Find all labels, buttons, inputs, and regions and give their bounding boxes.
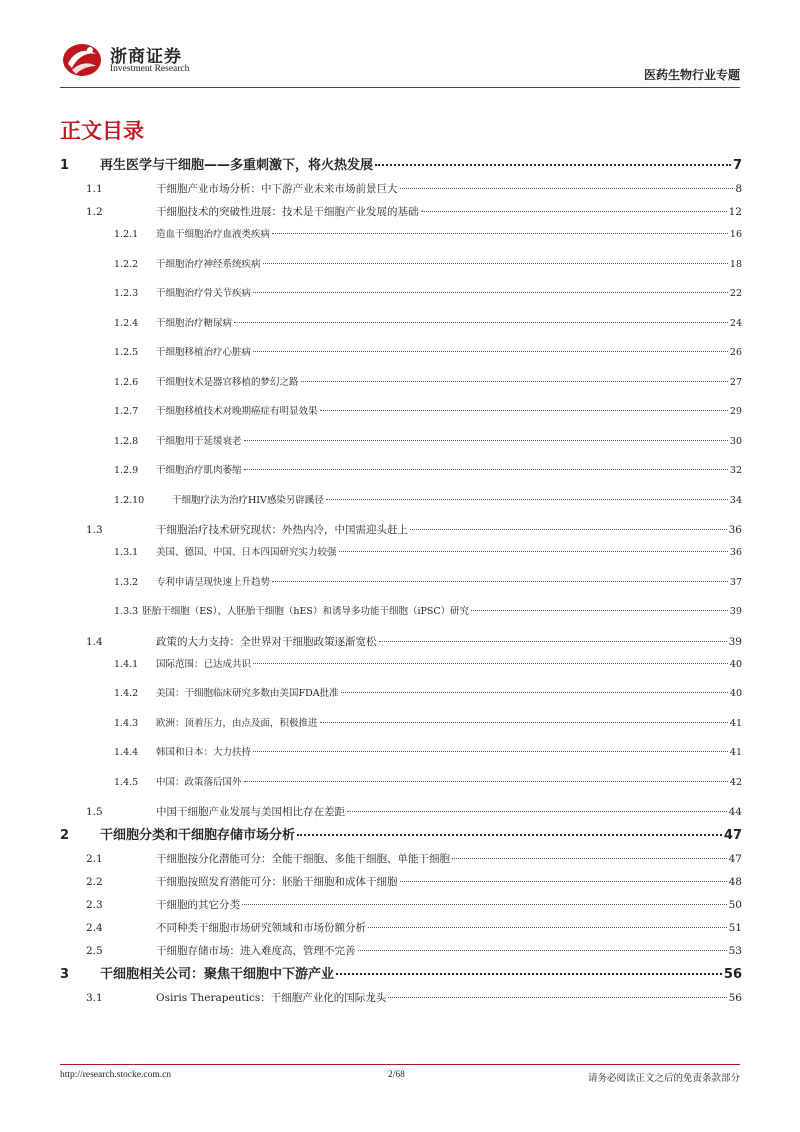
toc-dot-leader	[358, 950, 727, 951]
toc-entry[interactable]	[60, 254, 742, 276]
toc-entry-page: 8	[735, 183, 742, 195]
company-logo-icon	[62, 40, 102, 78]
toc-dot-leader	[421, 211, 727, 212]
toc-dot-leader	[336, 973, 722, 975]
toc-entry-title: 中国干细胞产业发展与美国相比存在差距	[156, 806, 345, 818]
toc-entry-title: 干细胞治疗神经系统疾病	[156, 258, 261, 270]
footer-page-number: 2/68	[388, 1070, 405, 1080]
toc-entry-number: 1.2.2	[114, 258, 139, 270]
toc-entry-number: 1.2.10	[114, 494, 145, 506]
toc-entry-number: 1.1	[86, 183, 103, 195]
toc-entry-title: 干细胞的其它分类	[156, 899, 240, 911]
toc-dot-leader	[234, 322, 728, 323]
toc-entry-number: 1.2.3	[114, 288, 139, 299]
toc-entry-number: 1.2.8	[114, 435, 139, 447]
toc-entry[interactable]	[60, 490, 742, 512]
toc-entry-page: 36	[728, 524, 742, 536]
toc-entry-number: 1.4.4	[114, 747, 139, 758]
toc-entry-page: 16	[729, 229, 742, 240]
toc-dot-leader	[320, 722, 728, 723]
toc-dot-leader	[272, 581, 728, 582]
toc-entry[interactable]	[60, 987, 742, 1009]
toc-entry-title: 干细胞存储市场：进入难度高，管理不完善	[156, 945, 356, 957]
toc-entry-title: 干细胞疗法为治疗HIV感染另辟蹊径	[172, 494, 324, 506]
toc-entry[interactable]	[60, 894, 742, 916]
toc-entry-page: 40	[729, 658, 742, 670]
toc-entry-title: 政策的大力支持：全世界对干细胞政策逐渐宽松	[156, 635, 377, 648]
toc-entry-number: 2	[60, 828, 70, 843]
toc-entry-title: 中国：政策落后国外	[156, 776, 242, 788]
toc-entry-number: 1.3.3	[114, 606, 139, 617]
toc-entry-page: 41	[729, 747, 742, 758]
toc-entry[interactable]	[60, 460, 742, 482]
toc-entry-page: 34	[729, 494, 742, 506]
toc-dot-leader	[244, 781, 728, 782]
toc-entry-title: 美国、德国、中国、日本四国研究实力较强	[156, 547, 337, 558]
toc-entry[interactable]	[60, 848, 742, 870]
footer-disclaimer: 请务必阅读正文之后的免责条款部分	[587, 1073, 740, 1084]
toc-entry-title: 干细胞治疗糖尿病	[156, 317, 233, 329]
toc-entry[interactable]	[60, 871, 742, 893]
toc-entry-page: 39	[729, 606, 742, 617]
toc-entry[interactable]	[60, 283, 742, 305]
toc-dot-leader	[410, 529, 727, 530]
toc-entry[interactable]	[60, 963, 742, 987]
toc-entry[interactable]	[60, 824, 742, 848]
toc-entry[interactable]	[60, 542, 742, 564]
toc-entry-page: 32	[729, 465, 742, 476]
toc-dot-leader	[242, 904, 727, 905]
toc-entry-title: 干细胞分类和干细胞存储市场分析	[100, 828, 296, 843]
toc-dot-leader	[244, 469, 728, 470]
toc-entry-title: 欧洲：顶着压力，由点及面，积极推进	[156, 717, 318, 729]
toc-dot-leader	[320, 410, 728, 411]
toc-dot-leader	[388, 997, 726, 998]
toc-entry-page: 18	[729, 258, 742, 270]
toc-entry-number: 1.4.1	[114, 658, 139, 670]
toc-entry[interactable]	[60, 431, 742, 453]
toc-entry-title: 专利申请呈现快速上升趋势	[156, 576, 271, 588]
toc-entry-title: 干细胞移植技术对晚期癌症有明显效果	[156, 406, 318, 417]
toc-entry-title: 干细胞按分化潜能可分：全能干细胞、多能干细胞、单能干细胞	[156, 853, 450, 865]
toc-entry-title: 再生医学与干细胞——多重刺激下，将火热发展	[100, 158, 374, 173]
toc-entry[interactable]	[60, 742, 742, 764]
toc-entry-page: 47	[723, 828, 742, 843]
toc-entry-page: 7	[732, 158, 742, 173]
toc-dot-leader	[368, 927, 727, 928]
toc-entry-number: 1.3.2	[114, 576, 139, 588]
toc-entry-number: 2.2	[86, 876, 103, 888]
toc-entry[interactable]	[60, 683, 742, 705]
toc-entry-page: 56	[728, 992, 742, 1004]
company-name: 浙商证券	[110, 47, 182, 67]
toc-entry-number: 3.1	[86, 992, 103, 1004]
toc-entry-number: 3	[60, 967, 70, 982]
toc-dot-leader	[375, 164, 731, 166]
report-type: 医药生物行业专题	[643, 68, 740, 82]
toc-dot-leader	[339, 551, 728, 552]
toc-entry[interactable]	[60, 772, 742, 794]
toc-entry-number: 2.4	[86, 922, 103, 934]
toc-entry[interactable]	[60, 313, 742, 335]
toc-entry-title: 干细胞技术是器官移植的梦幻之路	[156, 376, 299, 388]
toc-dot-leader	[471, 610, 728, 611]
toc-entry-number: 1.2	[86, 206, 103, 218]
page-header	[60, 34, 740, 84]
toc-entry-number: 1.2.5	[114, 347, 139, 358]
toc-entry-title: 胚胎干细胞（ES）、人胚胎干细胞（hES）和诱导多功能干细胞（iPSC）研究	[142, 606, 470, 617]
toc-entry-number: 1.2.6	[114, 376, 139, 388]
toc-entry-number: 1.4.5	[114, 776, 139, 788]
toc-entry-number: 1.2.9	[114, 465, 139, 476]
toc-entry-number: 2.1	[86, 853, 103, 865]
toc-entry-title: 干细胞产业市场分析：中下游产业未来市场前景巨大	[156, 183, 398, 195]
toc-entry[interactable]	[60, 201, 742, 223]
toc-dot-leader	[452, 858, 727, 859]
toc-entry[interactable]	[60, 572, 742, 594]
toc-dot-leader	[326, 499, 728, 500]
toc-entry-title: 干细胞移植治疗心脏病	[156, 347, 252, 358]
toc-entry[interactable]	[60, 654, 742, 676]
toc-entry[interactable]	[60, 372, 742, 394]
toc-entry-page: 24	[729, 317, 742, 329]
toc-heading: 正文目录	[60, 119, 144, 143]
toc-entry-page: 40	[729, 688, 742, 699]
toc-entry[interactable]	[60, 224, 742, 246]
toc-entry-page: 44	[728, 806, 742, 818]
toc-entry-page: 53	[728, 945, 742, 957]
toc-entry-page: 48	[728, 876, 742, 888]
toc-entry-page: 29	[729, 406, 742, 417]
toc-entry[interactable]	[60, 601, 742, 623]
toc-entry-page: 50	[728, 899, 742, 911]
toc-entry-page: 27	[729, 376, 742, 388]
toc-entry-number: 1.3.1	[114, 547, 139, 558]
toc-entry-number: 2.5	[86, 945, 103, 957]
toc-entry-page: 12	[728, 206, 742, 218]
toc-dot-leader	[400, 188, 734, 189]
toc-entry-page: 39	[728, 635, 742, 648]
toc-entry-number: 1.4	[86, 635, 103, 648]
toc-entry-number: 1.2.1	[114, 229, 139, 240]
toc-entry-title: 干细胞用于延缓衰老	[156, 435, 242, 447]
toc-entry-title: 干细胞相关公司：聚焦干细胞中下游产业	[100, 967, 335, 982]
toc-entry-number: 2.3	[86, 899, 103, 911]
toc-dot-leader	[253, 663, 728, 664]
toc-entry-number: 1.3	[86, 524, 103, 536]
toc-entry-title: 造血干细胞治疗血液类疾病	[156, 229, 271, 240]
toc-entry-page: 56	[723, 967, 742, 982]
toc-entry-number: 1.2.4	[114, 317, 139, 329]
company-subtitle: Investment Research	[110, 64, 190, 74]
toc-dot-leader	[379, 641, 727, 642]
toc-dot-leader	[341, 692, 728, 693]
header-divider	[60, 87, 740, 88]
toc-entry-title: 国际范围：已达成共识	[156, 658, 252, 670]
toc-entry-title: 干细胞治疗肌肉萎缩	[156, 465, 242, 476]
toc-entry-number: 1.2.7	[114, 406, 139, 417]
toc-dot-leader	[272, 233, 728, 234]
toc-entry-title: 不同种类干细胞市场研究领域和市场份额分析	[156, 922, 366, 934]
toc-entry-page: 30	[729, 435, 742, 447]
toc-entry[interactable]	[60, 631, 742, 653]
toc-entry[interactable]	[60, 342, 742, 364]
toc-entry[interactable]	[60, 178, 742, 200]
toc-entry-title: 美国：干细胞临床研究多数由美国FDA批准	[156, 688, 339, 699]
toc-entry-page: 37	[729, 576, 742, 588]
toc-entry-number: 1.4.3	[114, 717, 139, 729]
toc-entry[interactable]	[60, 401, 742, 423]
toc-entry-title: 干细胞治疗技术研究现状：外热内冷，中国需迎头赶上	[156, 524, 408, 536]
toc-dot-leader	[253, 292, 728, 293]
toc-entry[interactable]	[60, 519, 742, 541]
toc-entry[interactable]	[60, 917, 742, 939]
toc-entry-title: Osiris Therapeutics：干细胞产业化的国际龙头	[156, 992, 387, 1004]
toc-dot-leader	[244, 440, 728, 441]
toc-entry-page: 26	[729, 347, 742, 358]
toc-dot-leader	[347, 811, 727, 812]
toc-dot-leader	[400, 881, 727, 882]
toc-dot-leader	[297, 834, 722, 836]
toc-dot-leader	[263, 263, 728, 264]
toc-entry[interactable]	[60, 801, 742, 823]
footer-divider	[60, 1064, 740, 1065]
toc-dot-leader	[253, 351, 728, 352]
footer-url[interactable]: http://research.stocke.com.cn	[60, 1070, 172, 1080]
toc-entry-page: 47	[728, 853, 742, 865]
toc-entry-page: 22	[729, 288, 742, 299]
toc-entry-number: 1.5	[86, 806, 103, 818]
toc-entry[interactable]	[60, 713, 742, 735]
toc-entry-title: 韩国和日本：大力扶持	[156, 747, 252, 758]
toc-entry-page: 36	[729, 547, 742, 558]
toc-entry-title: 干细胞按照发育潜能可分：胚胎干细胞和成体干细胞	[156, 876, 398, 888]
toc-entry-page: 51	[728, 922, 742, 934]
toc-entry-title: 干细胞治疗骨关节疾病	[156, 288, 252, 299]
toc-entry[interactable]	[60, 154, 742, 178]
toc-entry-number: 1.4.2	[114, 688, 139, 699]
toc-entry[interactable]	[60, 940, 742, 962]
toc-entry-page: 42	[729, 776, 742, 788]
toc-dot-leader	[301, 381, 728, 382]
toc-entry-title: 干细胞技术的突破性进展：技术是干细胞产业发展的基础	[156, 206, 419, 218]
toc-entry-number: 1	[60, 158, 70, 173]
toc-dot-leader	[253, 751, 728, 752]
toc-entry-page: 41	[729, 717, 742, 729]
